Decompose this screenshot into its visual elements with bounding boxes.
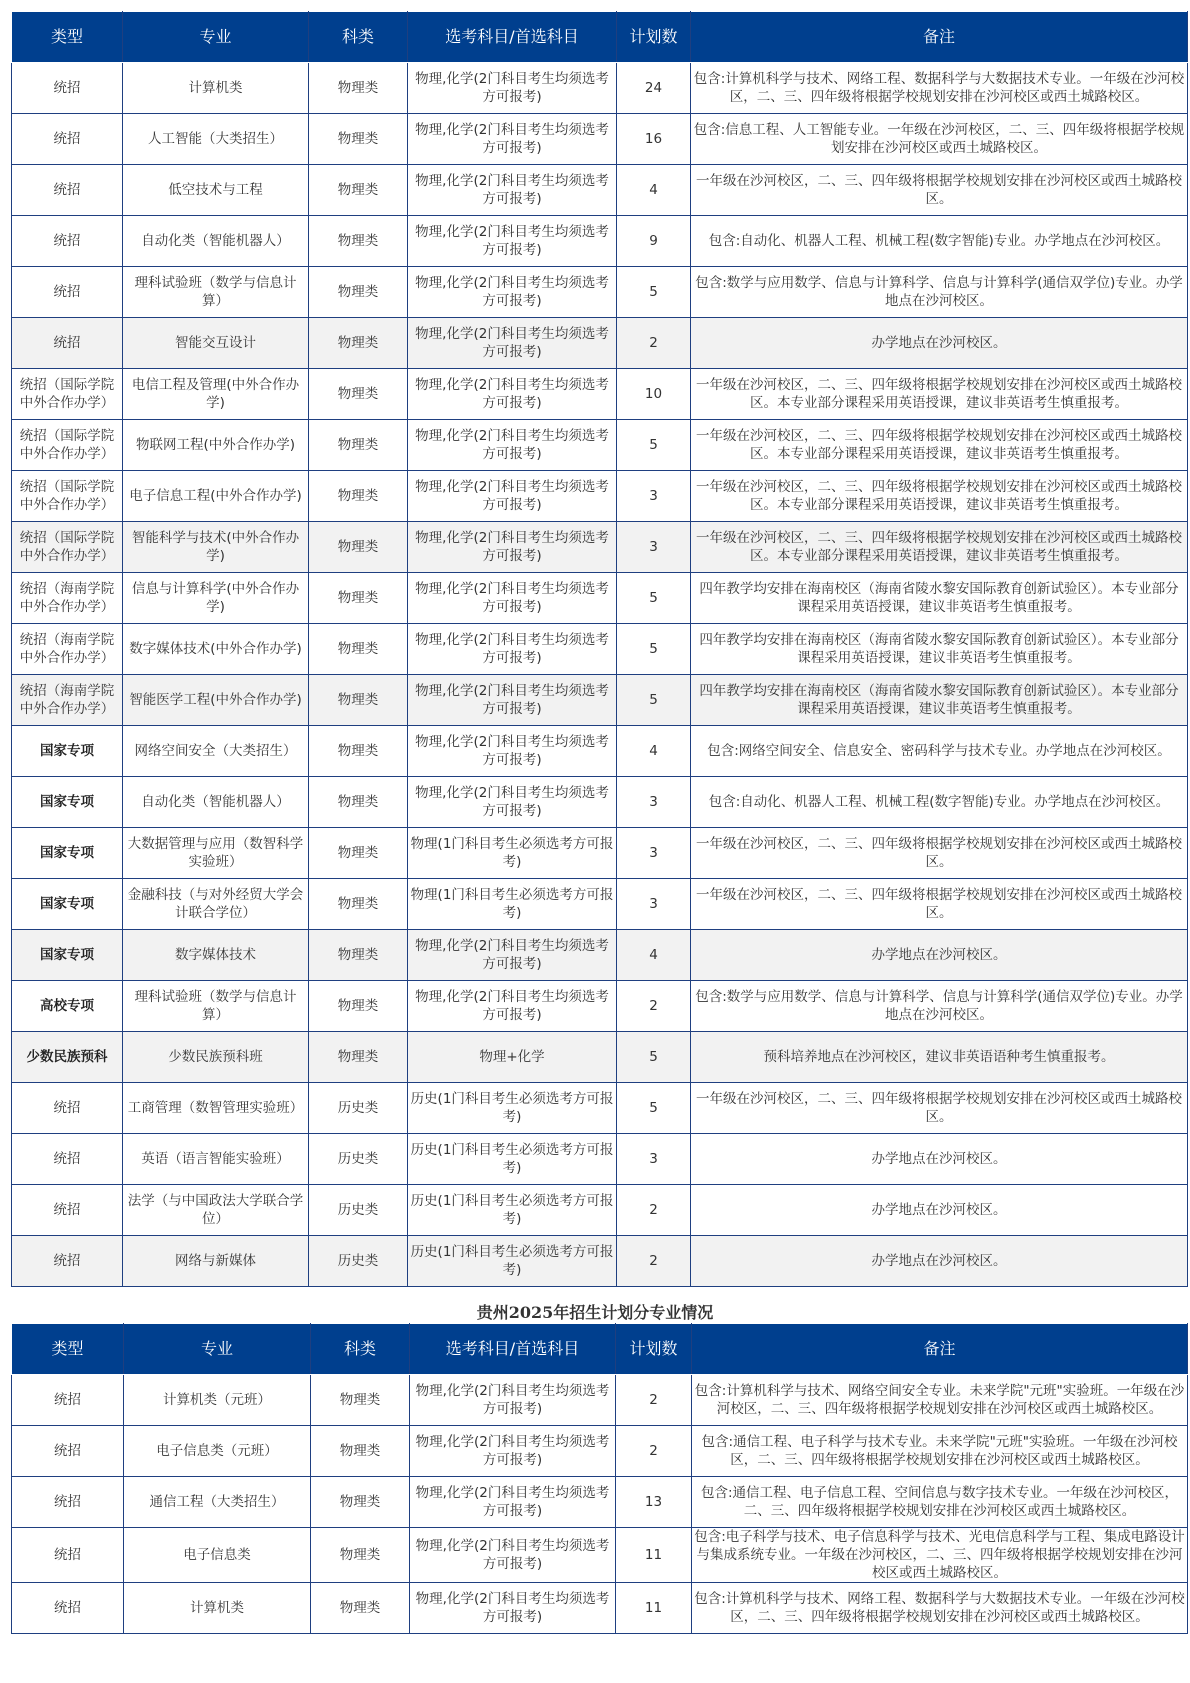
major-cell: 少数民族预科班 (123, 1032, 309, 1083)
note-cell: 包含:计算机科学与技术、网络工程、数据科学与大数据技术专业。一年级在沙河校区，二、三、四年级将根据学校规划安排在沙河校区或西土城路校区。 (692, 1583, 1188, 1634)
section-title: 贵州2025年招生计划分专业情况 (476, 1303, 714, 1322)
table-row (12, 471, 1188, 522)
category-cell: 物理类 (311, 1583, 410, 1634)
note-cell: 包含:计算机科学与技术、网络空间安全专业。未来学院"元班"实验班。一年级在沙河校区，二、三、四年级将根据学校规划安排在沙河校区或西土城路校区。 (692, 1375, 1188, 1426)
note-cell: 预科培养地点在沙河校区，建议非英语语种考生慎重报考。 (691, 1032, 1188, 1083)
category-cell: 物理类 (311, 1528, 410, 1583)
subjects-cell: 物理,化学(2门科目考生均须选考方可报考) (410, 1583, 616, 1634)
subjects-cell: 物理,化学(2门科目考生均须选考方可报考) (408, 420, 617, 471)
major-cell: 通信工程（大类招生） (124, 1477, 311, 1528)
note-cell: 一年级在沙河校区，二、三、四年级将根据学校规划安排在沙河校区或西土城路校区。 (691, 828, 1188, 879)
type-cell: 统招（国际学院中外合作办学） (12, 471, 123, 522)
category-cell: 历史类 (309, 1236, 408, 1287)
subjects-cell: 历史(1门科目考生必须选考方可报考) (408, 1134, 617, 1185)
note-cell: 一年级在沙河校区，二、三、四年级将根据学校规划安排在沙河校区或西土城路校区。 (691, 1083, 1188, 1134)
category-cell: 物理类 (309, 318, 408, 369)
category-cell: 物理类 (309, 930, 408, 981)
type-cell: 统招 (12, 165, 123, 216)
subjects-cell: 物理,化学(2门科目考生均须选考方可报考) (408, 522, 617, 573)
major-cell: 信息与计算科学(中外合作办学) (123, 573, 309, 624)
count-cell: 5 (617, 267, 691, 318)
note-cell: 包含:电子科学与技术、电子信息科学与技术、光电信息科学与工程、集成电路设计与集成系统专业。一年级在沙河校区，二、三、四年级将根据学校规划安排在沙河校区或西土城路校区。 (692, 1528, 1188, 1583)
subjects-cell: 物理,化学(2门科目考生均须选考方可报考) (410, 1426, 616, 1477)
subjects-cell: 物理+化学 (408, 1032, 617, 1083)
count-cell: 2 (617, 1236, 691, 1287)
table-row (12, 216, 1188, 267)
major-cell: 自动化类（智能机器人） (123, 777, 309, 828)
category-cell: 物理类 (309, 1032, 408, 1083)
type-cell: 统招 (12, 1375, 124, 1426)
column-header-type: 类型 (12, 1324, 124, 1375)
type-cell: 统招 (12, 1185, 123, 1236)
column-header-category: 科类 (311, 1324, 410, 1375)
major-cell: 法学（与中国政法大学联合学位） (123, 1185, 309, 1236)
count-cell: 2 (617, 1185, 691, 1236)
table-row (12, 1083, 1188, 1134)
subjects-cell: 物理,化学(2门科目考生均须选考方可报考) (408, 165, 617, 216)
count-cell: 2 (617, 318, 691, 369)
note-cell: 一年级在沙河校区，二、三、四年级将根据学校规划安排在沙河校区或西土城路校区。 (691, 165, 1188, 216)
major-cell: 网络空间安全（大类招生） (123, 726, 309, 777)
count-cell: 4 (617, 165, 691, 216)
type-cell: 国家专项 (12, 879, 123, 930)
subjects-cell: 历史(1门科目考生必须选考方可报考) (408, 1236, 617, 1287)
category-cell: 物理类 (311, 1426, 410, 1477)
count-cell: 3 (617, 777, 691, 828)
count-cell: 5 (617, 573, 691, 624)
subjects-cell: 物理(1门科目考生必须选考方可报考) (408, 879, 617, 930)
category-cell: 物理类 (309, 573, 408, 624)
column-header-subjects: 选考科目/首选科目 (408, 12, 617, 63)
major-cell: 大数据管理与应用（数智科学实验班） (123, 828, 309, 879)
column-header-note: 备注 (691, 12, 1188, 63)
category-cell: 物理类 (309, 981, 408, 1032)
table-row (12, 318, 1188, 369)
type-cell: 统招（海南学院中外合作办学） (12, 573, 123, 624)
type-cell: 统招 (12, 1236, 123, 1287)
type-cell: 国家专项 (12, 777, 123, 828)
count-cell: 5 (617, 675, 691, 726)
table-row (12, 1375, 1188, 1426)
subjects-cell: 物理,化学(2门科目考生均须选考方可报考) (408, 63, 617, 114)
subjects-cell: 物理,化学(2门科目考生均须选考方可报考) (408, 471, 617, 522)
type-cell: 统招 (12, 1583, 124, 1634)
type-cell: 统招 (12, 267, 123, 318)
type-cell: 统招 (12, 318, 123, 369)
type-cell: 统招 (12, 216, 123, 267)
type-cell: 国家专项 (12, 828, 123, 879)
table-row (12, 879, 1188, 930)
note-cell: 包含:计算机科学与技术、网络工程、数据科学与大数据技术专业。一年级在沙河校区，二、三、四年级将根据学校规划安排在沙河校区或西土城路校区。 (691, 63, 1188, 114)
subjects-cell: 物理,化学(2门科目考生均须选考方可报考) (408, 675, 617, 726)
major-cell: 计算机类 (123, 63, 309, 114)
category-cell: 物理类 (309, 114, 408, 165)
table-body (12, 1375, 1188, 1634)
table-row (12, 1528, 1188, 1583)
category-cell: 历史类 (309, 1185, 408, 1236)
category-cell: 物理类 (309, 522, 408, 573)
subjects-cell: 物理,化学(2门科目考生均须选考方可报考) (408, 216, 617, 267)
subjects-cell: 物理,化学(2门科目考生均须选考方可报考) (408, 930, 617, 981)
table-row (12, 675, 1188, 726)
count-cell: 3 (617, 471, 691, 522)
count-cell: 16 (617, 114, 691, 165)
major-cell: 智能科学与技术(中外合作办学) (123, 522, 309, 573)
type-cell: 统招 (12, 114, 123, 165)
note-cell: 四年教学均安排在海南校区（海南省陵水黎安国际教育创新试验区）。本专业部分课程采用英语授课，建议非英语考生慎重报考。 (691, 573, 1188, 624)
subjects-cell: 物理,化学(2门科目考生均须选考方可报考) (408, 267, 617, 318)
column-header-major: 专业 (123, 12, 309, 63)
column-header-subjects: 选考科目/首选科目 (410, 1324, 616, 1375)
column-header-category: 科类 (309, 12, 408, 63)
note-cell: 办学地点在沙河校区。 (691, 318, 1188, 369)
subjects-cell: 物理,化学(2门科目考生均须选考方可报考) (408, 573, 617, 624)
table-row (12, 1032, 1188, 1083)
count-cell: 4 (617, 930, 691, 981)
category-cell: 物理类 (309, 63, 408, 114)
subjects-cell: 物理,化学(2门科目考生均须选考方可报考) (408, 981, 617, 1032)
major-cell: 理科试验班（数学与信息计算） (123, 981, 309, 1032)
category-cell: 物理类 (309, 675, 408, 726)
subjects-cell: 物理,化学(2门科目考生均须选考方可报考) (410, 1375, 616, 1426)
category-cell: 物理类 (309, 165, 408, 216)
major-cell: 数字媒体技术 (123, 930, 309, 981)
note-cell: 包含:自动化、机器人工程、机械工程(数字智能)专业。办学地点在沙河校区。 (691, 216, 1188, 267)
table-header-row (12, 12, 1188, 63)
column-header-count: 计划数 (616, 1324, 692, 1375)
note-cell: 包含:网络空间安全、信息安全、密码科学与技术专业。办学地点在沙河校区。 (691, 726, 1188, 777)
column-header-type: 类型 (12, 12, 123, 63)
major-cell: 英语（语言智能实验班） (123, 1134, 309, 1185)
category-cell: 物理类 (309, 828, 408, 879)
category-cell: 物理类 (309, 369, 408, 420)
note-cell: 办学地点在沙河校区。 (691, 1134, 1188, 1185)
major-cell: 计算机类 (124, 1583, 311, 1634)
type-cell: 统招（海南学院中外合作办学） (12, 675, 123, 726)
category-cell: 历史类 (309, 1083, 408, 1134)
note-cell: 包含:数学与应用数学、信息与计算科学、信息与计算科学(通信双学位)专业。办学地点在沙河校区。 (691, 267, 1188, 318)
major-cell: 电子信息类（元班） (124, 1426, 311, 1477)
note-cell: 包含:信息工程、人工智能专业。一年级在沙河校区，二、三、四年级将根据学校规划安排在沙河校区或西土城路校区。 (691, 114, 1188, 165)
note-cell: 办学地点在沙河校区。 (691, 1185, 1188, 1236)
table-row (12, 1583, 1188, 1634)
type-cell: 统招（国际学院中外合作办学） (12, 522, 123, 573)
note-cell: 四年教学均安排在海南校区（海南省陵水黎安国际教育创新试验区）。本专业部分课程采用英语授课，建议非英语考生慎重报考。 (691, 624, 1188, 675)
type-cell: 统招（国际学院中外合作办学） (12, 369, 123, 420)
type-cell: 统招（国际学院中外合作办学） (12, 420, 123, 471)
major-cell: 低空技术与工程 (123, 165, 309, 216)
count-cell: 2 (617, 981, 691, 1032)
enrollment-plan-table (11, 11, 1188, 1287)
count-cell: 13 (616, 1477, 692, 1528)
major-cell: 智能交互设计 (123, 318, 309, 369)
count-cell: 11 (616, 1583, 692, 1634)
category-cell: 物理类 (309, 624, 408, 675)
table-row (12, 981, 1188, 1032)
table-row (12, 267, 1188, 318)
count-cell: 9 (617, 216, 691, 267)
major-cell: 计算机类（元班） (124, 1375, 311, 1426)
major-cell: 网络与新媒体 (123, 1236, 309, 1287)
table-row (12, 165, 1188, 216)
count-cell: 5 (617, 1032, 691, 1083)
table-row (12, 726, 1188, 777)
type-cell: 统招 (12, 1134, 123, 1185)
note-cell: 一年级在沙河校区，二、三、四年级将根据学校规划安排在沙河校区或西土城路校区。本专业部分课程采用英语授课，建议非英语考生慎重报考。 (691, 471, 1188, 522)
note-cell: 一年级在沙河校区，二、三、四年级将根据学校规划安排在沙河校区或西土城路校区。本专业部分课程采用英语授课，建议非英语考生慎重报考。 (691, 522, 1188, 573)
type-cell: 统招 (12, 1426, 124, 1477)
type-cell: 少数民族预科 (12, 1032, 123, 1083)
count-cell: 5 (617, 1083, 691, 1134)
table-row (12, 1236, 1188, 1287)
table-row (12, 420, 1188, 471)
count-cell: 2 (616, 1426, 692, 1477)
type-cell: 统招 (12, 1477, 124, 1528)
table-row (12, 573, 1188, 624)
subjects-cell: 物理,化学(2门科目考生均须选考方可报考) (408, 114, 617, 165)
count-cell: 4 (617, 726, 691, 777)
subjects-cell: 物理,化学(2门科目考生均须选考方可报考) (408, 369, 617, 420)
note-cell: 包含:通信工程、电子科学与技术专业。未来学院"元班"实验班。一年级在沙河校区，二、三、四年级将根据学校规划安排在沙河校区或西土城路校区。 (692, 1426, 1188, 1477)
table-row (12, 114, 1188, 165)
category-cell: 物理类 (309, 879, 408, 930)
category-cell: 物理类 (309, 777, 408, 828)
major-cell: 物联网工程(中外合作办学) (123, 420, 309, 471)
subjects-cell: 物理,化学(2门科目考生均须选考方可报考) (408, 318, 617, 369)
type-cell: 统招（海南学院中外合作办学） (12, 624, 123, 675)
type-cell: 国家专项 (12, 930, 123, 981)
note-cell: 办学地点在沙河校区。 (691, 1236, 1188, 1287)
subjects-cell: 物理,化学(2门科目考生均须选考方可报考) (410, 1528, 616, 1583)
type-cell: 国家专项 (12, 726, 123, 777)
major-cell: 智能医学工程(中外合作办学) (123, 675, 309, 726)
category-cell: 物理类 (309, 267, 408, 318)
major-cell: 电信工程及管理(中外合作办学) (123, 369, 309, 420)
major-cell: 电子信息工程(中外合作办学) (123, 471, 309, 522)
subjects-cell: 物理,化学(2门科目考生均须选考方可报考) (410, 1477, 616, 1528)
note-cell: 四年教学均安排在海南校区（海南省陵水黎安国际教育创新试验区）。本专业部分课程采用英语授课，建议非英语考生慎重报考。 (691, 675, 1188, 726)
table-row (12, 522, 1188, 573)
table-row (12, 828, 1188, 879)
type-cell: 高校专项 (12, 981, 123, 1032)
count-cell: 10 (617, 369, 691, 420)
subjects-cell: 历史(1门科目考生必须选考方可报考) (408, 1083, 617, 1134)
column-header-major: 专业 (124, 1324, 311, 1375)
note-cell: 一年级在沙河校区，二、三、四年级将根据学校规划安排在沙河校区或西土城路校区。本专业部分课程采用英语授课，建议非英语考生慎重报考。 (691, 369, 1188, 420)
table-row (12, 1426, 1188, 1477)
category-cell: 物理类 (311, 1477, 410, 1528)
count-cell: 2 (616, 1375, 692, 1426)
category-cell: 物理类 (309, 216, 408, 267)
count-cell: 3 (617, 879, 691, 930)
subjects-cell: 物理,化学(2门科目考生均须选考方可报考) (408, 777, 617, 828)
count-cell: 3 (617, 1134, 691, 1185)
major-cell: 自动化类（智能机器人） (123, 216, 309, 267)
column-header-note: 备注 (692, 1324, 1188, 1375)
category-cell: 物理类 (311, 1375, 410, 1426)
note-cell: 一年级在沙河校区，二、三、四年级将根据学校规划安排在沙河校区或西土城路校区。 (691, 879, 1188, 930)
subjects-cell: 物理(1门科目考生必须选考方可报考) (408, 828, 617, 879)
type-cell: 统招 (12, 1528, 124, 1583)
column-header-count: 计划数 (617, 12, 691, 63)
category-cell: 物理类 (309, 726, 408, 777)
type-cell: 统招 (12, 1083, 123, 1134)
table-row (12, 930, 1188, 981)
note-cell: 一年级在沙河校区，二、三、四年级将根据学校规划安排在沙河校区或西土城路校区。本专业部分课程采用英语授课，建议非英语考生慎重报考。 (691, 420, 1188, 471)
major-cell: 工商管理（数智管理实验班） (123, 1083, 309, 1134)
subjects-cell: 物理,化学(2门科目考生均须选考方可报考) (408, 726, 617, 777)
note-cell: 包含:自动化、机器人工程、机械工程(数字智能)专业。办学地点在沙河校区。 (691, 777, 1188, 828)
count-cell: 11 (616, 1528, 692, 1583)
type-cell: 统招 (12, 63, 123, 114)
table-header-row (12, 1324, 1188, 1375)
guizhou-enrollment-plan-table (11, 1323, 1188, 1634)
table-row (12, 63, 1188, 114)
count-cell: 24 (617, 63, 691, 114)
major-cell: 理科试验班（数学与信息计算） (123, 267, 309, 318)
table-row (12, 1477, 1188, 1528)
category-cell: 物理类 (309, 471, 408, 522)
note-cell: 包含:通信工程、电子信息工程、空间信息与数字技术专业。一年级在沙河校区，二、三、四年级将根据学校规划安排在沙河校区或西土城路校区。 (692, 1477, 1188, 1528)
category-cell: 物理类 (309, 420, 408, 471)
subjects-cell: 历史(1门科目考生必须选考方可报考) (408, 1185, 617, 1236)
table-row (12, 369, 1188, 420)
major-cell: 金融科技（与对外经贸大学会计联合学位） (123, 879, 309, 930)
count-cell: 5 (617, 624, 691, 675)
count-cell: 3 (617, 828, 691, 879)
subjects-cell: 物理,化学(2门科目考生均须选考方可报考) (408, 624, 617, 675)
major-cell: 人工智能（大类招生） (123, 114, 309, 165)
count-cell: 5 (617, 420, 691, 471)
note-cell: 包含:数学与应用数学、信息与计算科学、信息与计算科学(通信双学位)专业。办学地点在沙河校区。 (691, 981, 1188, 1032)
table-row (12, 1185, 1188, 1236)
table-row (12, 624, 1188, 675)
note-cell: 办学地点在沙河校区。 (691, 930, 1188, 981)
table-body (12, 63, 1188, 1287)
table-row (12, 1134, 1188, 1185)
major-cell: 电子信息类 (124, 1528, 311, 1583)
table-row (12, 777, 1188, 828)
count-cell: 3 (617, 522, 691, 573)
category-cell: 历史类 (309, 1134, 408, 1185)
major-cell: 数字媒体技术(中外合作办学) (123, 624, 309, 675)
